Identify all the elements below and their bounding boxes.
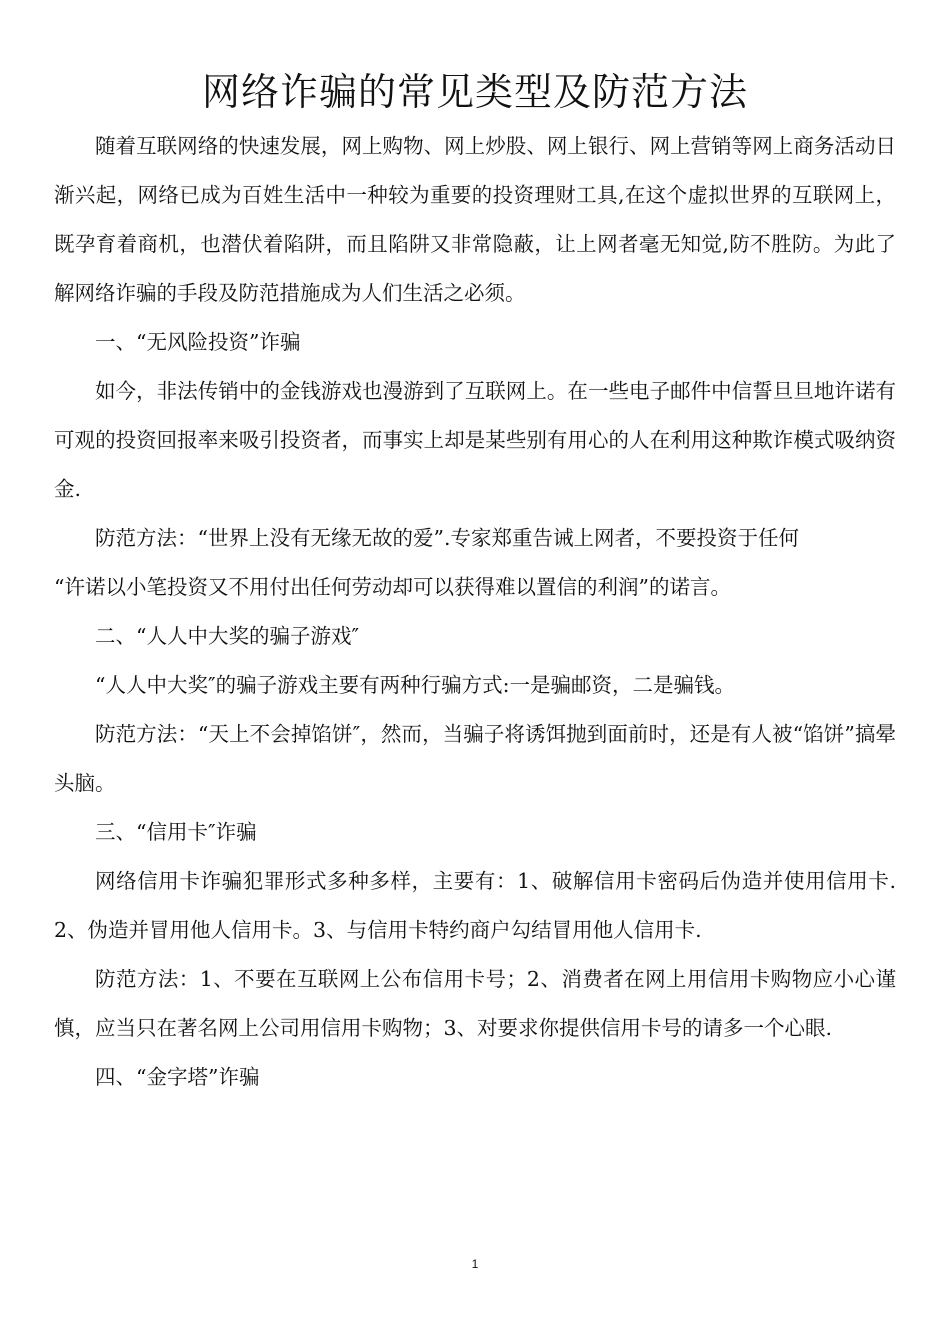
section-1-paragraph: 如今，非法传销中的金钱游戏也漫游到了互联网上。在一些电子邮件中信誓旦旦地许诺有可观的投资回报率来吸引投资者，而事实上却是某些别有用心的人在利用这种欺诈模式吸纳资金. bbox=[54, 379, 896, 501]
section-1-prevention-continued: “许诺以小笔投资又不用付出任何劳动却可以获得难以置信的利润”的诺言。 bbox=[54, 575, 731, 599]
section-1-prevention: 防范方法：“世界上没有无缘无故的爱”.专家郑重告诫上网者，不要投资于任何 bbox=[95, 526, 799, 550]
section-heading-4: 四、“金字塔”诈骗 bbox=[95, 1065, 260, 1089]
section-3-paragraph: 网络信用卡诈骗犯罪形式多种多样，主要有：1、破解信用卡密码后伪造并使用信用卡.2、伪造并冒用他人信用卡。3、与信用卡特约商户勾结冒用他人信用卡. bbox=[54, 869, 896, 942]
section-2-prevention: 防范方法：“天上不会掉馅饼″，然而，当骗子将诱饵抛到面前时，还是有人被“馅饼”搞晕头脑。 bbox=[54, 722, 896, 795]
intro-paragraph: 随着互联网络的快速发展，网上购物、网上炒股、网上银行、网上营销等网上商务活动日渐兴起，网络已成为百姓生活中一种较为重要的投资理财工具,在这个虚拟世界的互联网上，既孕育着商机，也潜伏着陷阱，而且陷阱又非常隐蔽，让上网者毫无知觉,防不胜防。为此了解网络诈骗的手段及防范措施成为人们生活之必须。 bbox=[54, 134, 896, 305]
page-number: 1 bbox=[471, 1257, 479, 1271]
section-3-prevention: 防范方法：1、不要在互联网上公布信用卡号；2、消费者在网上用信用卡购物应小心谨慎，应当只在著名网上公司用信用卡购物；3、对要求你提供信用卡号的请多一个心眼. bbox=[54, 967, 896, 1040]
section-heading-3: 三、“信用卡″诈骗 bbox=[95, 820, 257, 844]
document-body bbox=[54, 122, 896, 1102]
section-heading-2: 二、“人人中大奖的骗子游戏″ bbox=[95, 624, 360, 648]
section-heading-1: 一、“无风险投资”诈骗 bbox=[95, 330, 301, 354]
document-title: 网络诈骗的常见类型及防范方法 bbox=[201, 70, 748, 114]
section-2-paragraph: “人人中大奖″的骗子游戏主要有两种行骗方式:一是骗邮资，二是骗钱。 bbox=[95, 673, 736, 697]
